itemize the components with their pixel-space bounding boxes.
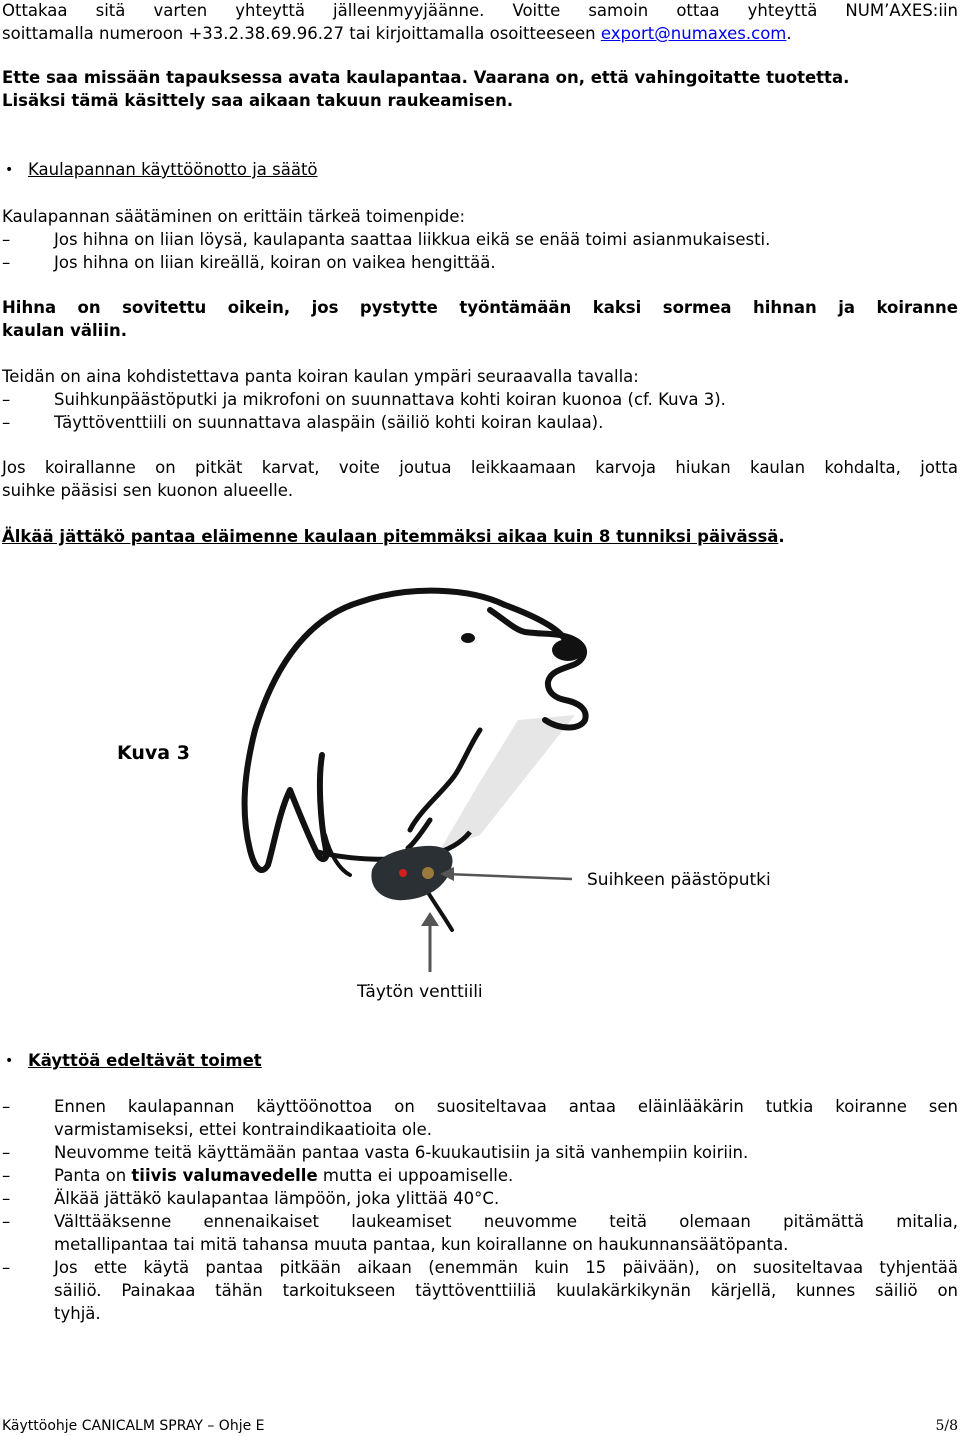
dash-icon: –: [2, 1212, 11, 1231]
valve-callout-arrowhead: [421, 912, 439, 926]
warning-line-1: Ette saa missään tapauksessa avata kaulapantaa. Vaarana on, että vahingoitatte tuotetta.: [2, 68, 850, 87]
prep-item-3-b: tiivis valumavedelle: [131, 1166, 318, 1185]
setup-item-3: Suihkunpäästöputki ja mikrofoni on suunnattava kohti koiran kuonoa (cf. Kuva 3).: [54, 390, 726, 409]
dash-icon: –: [2, 230, 11, 249]
fit-rule-line-1: Hihna on sovitettu oikein, jos pystytte työntämään kaksi sormea hihnan ja koiranne: [2, 298, 958, 317]
prep-item-3-c: mutta ei uppoamiselle.: [317, 1166, 514, 1185]
prep-item-6-line-3: tyhjä.: [54, 1304, 101, 1323]
prep-item-6-line-1: Jos ette käytä pantaa pitkään aikaan (enemmän kuin 15 päivään), on suositeltavaa tyhjentää: [54, 1258, 958, 1277]
email-link[interactable]: export@numaxes.com: [600, 24, 787, 43]
collar-device: [371, 846, 452, 900]
footer-dash: –: [207, 1418, 215, 1434]
dash-icon: –: [2, 1258, 11, 1277]
direction-arrow-shape: [440, 715, 575, 850]
microphone-dot: [399, 869, 407, 877]
time-limit-warning: [2, 525, 785, 548]
bullet-icon: •: [5, 162, 14, 178]
dash-icon: –: [2, 253, 11, 272]
label-spray-outlet: Suihkeen päästöputki: [587, 870, 771, 890]
prep-item-4: Älkää jättäkö kaulapantaa lämpöön, joka ylittää 40°C.: [54, 1189, 500, 1208]
setup-paragraph-2: Teidän on aina kohdistettava panta koiran kaulan ympäri seuraavalla tavalla:: [2, 367, 639, 386]
intro-line-1: Ottakaa sitä varten yhteyttä jälleenmyyjäänne. Voitte samoin ottaa yhteyttä NUM’AXES:iin: [2, 1, 958, 20]
dog-nose: [552, 639, 584, 661]
dash-icon: –: [2, 1097, 11, 1116]
prep-item-3: [54, 1164, 958, 1187]
footer-title-b: Ohje E: [214, 1418, 265, 1434]
warning-line-2: Lisäksi tämä käsittely saa aikaan takuun raukeamisen.: [2, 91, 514, 110]
prep-item-1-line-2: varmistamiseksi, ettei kontraindikaatioita ole.: [54, 1120, 433, 1139]
dog-eye: [461, 633, 475, 643]
hair-paragraph-line-1: Jos koirallanne on pitkät karvat, voite joutua leikkaamaan karvoja hiukan kaulan kohdalta, jotta: [2, 458, 958, 477]
prep-item-1-line-1: Ennen kaulapannan käyttöönottoa on suositeltavaa antaa eläinlääkärin tutkia koiranne sen: [54, 1097, 958, 1116]
prep-item-2: Neuvomme teitä käyttämään pantaa vasta 6-kuukautisiin ja sitä vanhempiin koiriin.: [54, 1143, 749, 1162]
time-limit-text: Älkää jättäkö pantaa eläimenne kaulaan pitemmäksi aikaa kuin 8 tunniksi päivässä: [2, 527, 779, 546]
dog-collar-illustration: [0, 570, 960, 1010]
time-limit-end: .: [778, 527, 785, 546]
footer-title-a: Käyttöohje CANICALM SPRAY: [2, 1418, 208, 1434]
dash-icon: –: [2, 1143, 11, 1162]
fit-rule-line-2: kaulan väliin.: [2, 321, 128, 340]
intro-line-2-text: soittamalla numeroon +33.2.38.69.96.27 tai kirjoittamalla osoitteeseen: [2, 24, 601, 43]
dash-icon: –: [2, 390, 11, 409]
bullet-icon: •: [5, 1053, 14, 1069]
label-fill-valve: Täytön venttiili: [357, 982, 483, 1002]
prep-item-3-a: Panta on: [54, 1166, 132, 1185]
intro-line-2: [2, 22, 792, 45]
setup-item-4: Täyttöventtiili on suunnattava alaspäin (säiliö kohti koiran kaulaa).: [54, 413, 604, 432]
spray-outlet-dot: [422, 867, 434, 879]
spray-callout-line: [446, 874, 572, 879]
section-heading-setup: Kaulapannan käyttöönotto ja säätö: [28, 160, 318, 179]
intro-line-2-end: .: [786, 24, 792, 43]
setup-item-2: Jos hihna on liian kireällä, koiran on vaikea hengittää.: [54, 253, 496, 272]
prep-item-5-line-2: metallipantaa tai mitä tahansa muuta pantaa, kun koirallanne on haukunnansäätöpanta.: [54, 1235, 789, 1254]
prep-item-6-line-2: säiliö. Painakaa tähän tarkoitukseen täyttöventtiiliä kuulakärkikynän kärjellä, kunnes säiliö on: [54, 1281, 958, 1300]
dash-icon: –: [2, 1166, 11, 1185]
figure-caption: Kuva 3: [117, 742, 190, 764]
dash-icon: –: [2, 1189, 11, 1208]
dash-icon: –: [2, 413, 11, 432]
page-number: 5/8: [935, 1418, 958, 1434]
setup-item-1: Jos hihna on liian löysä, kaulapanta saattaa liikkua eikä se enää toimi asianmukaisesti.: [54, 230, 771, 249]
setup-paragraph-1: Kaulapannan säätäminen on erittäin tärkeä toimenpide:: [2, 207, 466, 226]
dog-head-outline: [490, 610, 586, 728]
footer-document-title: [2, 1418, 265, 1434]
hair-paragraph-line-2: suihke pääsisi sen kuonon alueelle.: [2, 481, 294, 500]
section-heading-preparation: Käyttöä edeltävät toimet: [28, 1051, 262, 1070]
prep-item-5-line-1: Välttääksenne ennenaikaiset laukeamiset neuvomme teitä olemaan pitämättä mitalia,: [54, 1212, 958, 1231]
